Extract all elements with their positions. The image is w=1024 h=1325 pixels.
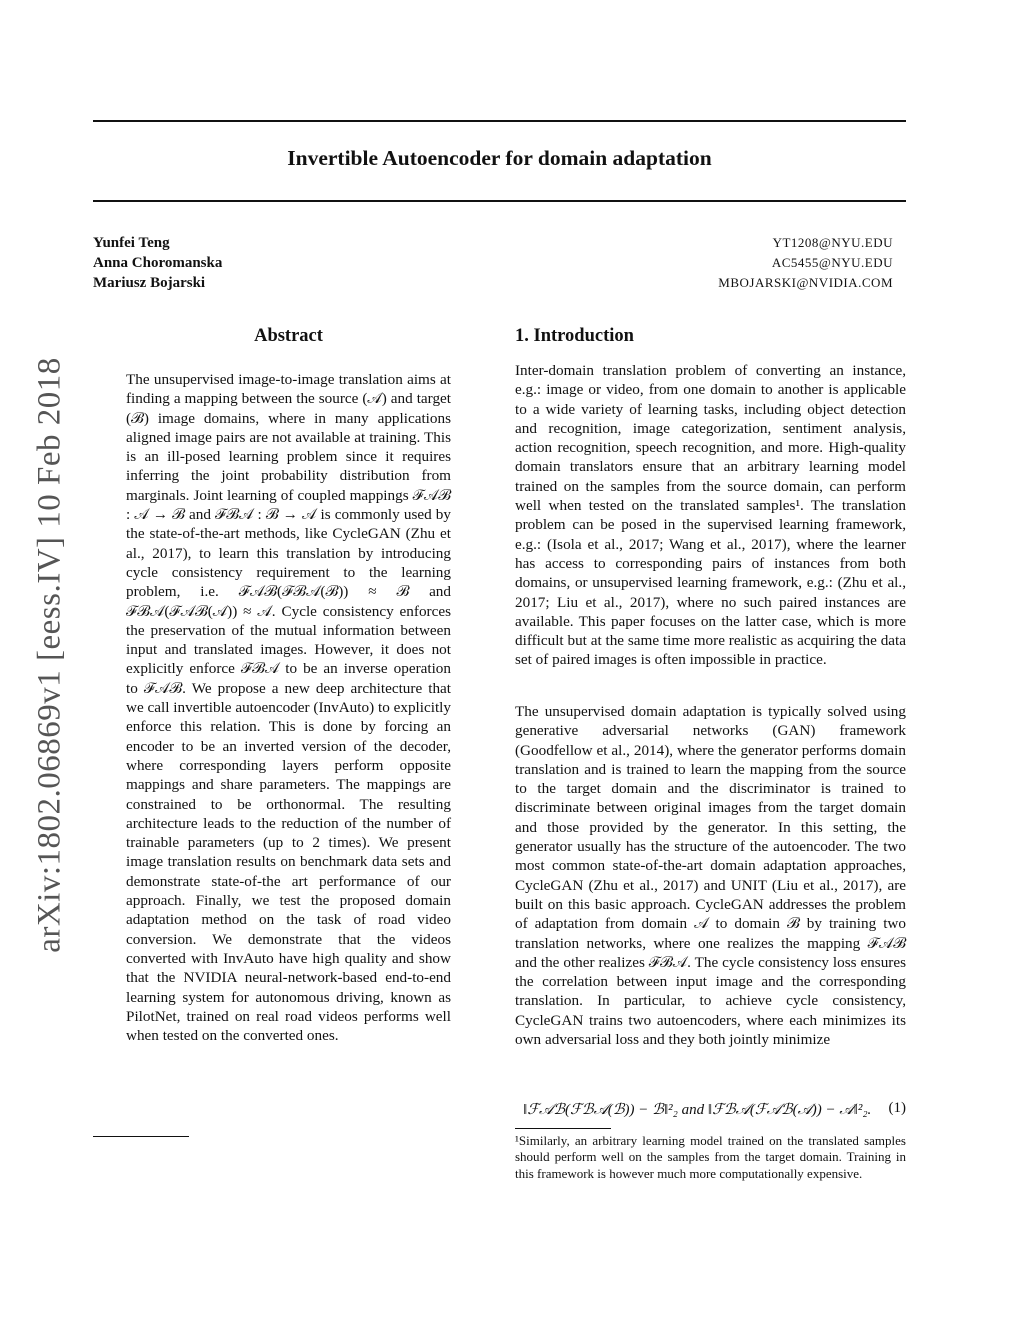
author-list: [93, 233, 222, 293]
abstract-heading: Abstract: [254, 326, 323, 346]
introduction-heading: 1. Introduction: [515, 326, 634, 346]
author-email[interactable]: MBOJARSKI@NVIDIA.COM: [718, 275, 893, 290]
author-name: Yunfei Teng: [93, 235, 170, 251]
footnote-rule-left: [93, 1136, 189, 1137]
author-name: Mariusz Bojarski: [93, 275, 206, 291]
top-rule: [93, 120, 906, 122]
abstract-text: The unsupervised image-to-image translation aims at finding a mapping between the source (𝒜) and target (ℬ) image domains, where in many applications aligned image pairs are not available at training. This is an ill-posed learning problem since it requires inferring the joint probability distribution from marginals. Joint learning of coupled mappings ℱ𝒜ℬ : 𝒜 → ℬ and ℱℬ𝒜 : ℬ → 𝒜 is commonly used by the state-of-the-art methods, like CycleGAN (Zhu et al., 2017), to learn this translation by introducing cycle consistency requirement to the learning problem, i.e. ℱ𝒜ℬ(ℱℬ𝒜(ℬ)) ≈ ℬ and ℱℬ𝒜(ℱ𝒜ℬ(𝒜)) ≈ 𝒜. Cycle consistency enforces the preservation of the mutual information between input and translated images. However, it does not explicitly enforce ℱℬ𝒜 to be an inverse operation to ℱ𝒜ℬ. We propose a new deep architecture that we call invertible autoencoder (InvAuto) to explicitly enforce this relation. This is done by forcing an encoder to be an inverted version of the decoder, where corresponding layers perform opposite mappings and share parameters. The mappings are constrained to be orthonormal. The resulting architecture leads to the reduction of the number of trainable parameters (up to 2 times). We present image translation results on benchmark data sets and demonstrate state-of-the art performance of our approach. Finally, we test the proposed domain adaptation method on the task of road video conversion. We demonstrate that the videos converted with InvAuto have high quality and show that the NVIDIA neural-network-based end-to-end learning system for autonomous driving, known as PilotNet, trained on real road videos performs well when tested on the converted ones.: [126, 371, 451, 1045]
equation-body: ‖ℱ𝒜ℬ(ℱℬ𝒜(ℬ)) − ℬ‖²₂ and ‖ℱℬ𝒜(ℱ𝒜ℬ(𝒜)) − 𝒜‖²₂.: [523, 1102, 872, 1118]
arxiv-stamp-text: arXiv:1802.06869v1 [eess.IV] 10 Feb 2018: [31, 357, 68, 953]
footnote: ¹Similarly, an arbitrary learning model trained on the translated samples should perform well on the samples from the target domain. Training in this framework is however much more computationally expensive.: [515, 1133, 906, 1181]
email-list: [718, 233, 893, 293]
footnote-rule-right: [515, 1128, 611, 1129]
author-email[interactable]: AC5455@NYU.EDU: [771, 255, 893, 270]
paper-title: Invertible Autoencoder for domain adaptation: [287, 146, 712, 170]
introduction-paragraph-1: Inter-domain translation problem of converting an instance, e.g.: image or video, from one domain to another is applicable to a wide variety of learning tasks, including object detection and recognition, image categorization, sentiment analysis, action recognition, speech recognition, and more. High-quality domain translators ensure that an arbitrary learning model trained on the samples from the source domain, can perform well when tested on the translated samples¹. The translation problem can be posed in the supervised learning framework, e.g.: (Isola et al., 2017; Wang et al., 2017), where the learner has access to corresponding pairs of instances from both domains, or unsupervised learning framework, e.g.: (Zhu et al., 2017; Liu et al., 2017), where no such paired instances are available. This paper focuses on the latter case, which is more difficult but at the same time more realistic as acquiring the data set of paired images is often impossible in practice.: [515, 362, 906, 669]
title-bottom-rule: [93, 200, 906, 202]
author-name: Anna Choromanska: [93, 255, 223, 271]
author-email[interactable]: YT1208@NYU.EDU: [772, 235, 893, 250]
introduction-paragraph-2: The unsupervised domain adaptation is typically solved using generative adversarial networks (GAN) framework (Goodfellow et al., 2014), where the generator performs domain translation and is trained to learn the mapping from the source to the target domain and the discriminator is trained to discriminate between original images from the target domain and those provided by the generator. In this setting, the generator usually has the structure of the autoencoder. The two most common state-of-the-art domain adaptation approaches, CycleGAN (Zhu et al., 2017) and UNIT (Liu et al., 2017), are built on this basic approach. CycleGAN addresses the problem of adaptation from domain 𝒜 to domain ℬ by training two translation networks, where one realizes the mapping ℱ𝒜ℬ and the other realizes ℱℬ𝒜. The cycle consistency loss ensures the correlation between input image and the corresponding translation. In particular, to achieve cycle consistency, CycleGAN trains two autoencoders, where each minimizes its own adversarial loss and they both jointly minimize: [515, 703, 906, 1049]
equation-number: (1): [888, 1100, 906, 1116]
